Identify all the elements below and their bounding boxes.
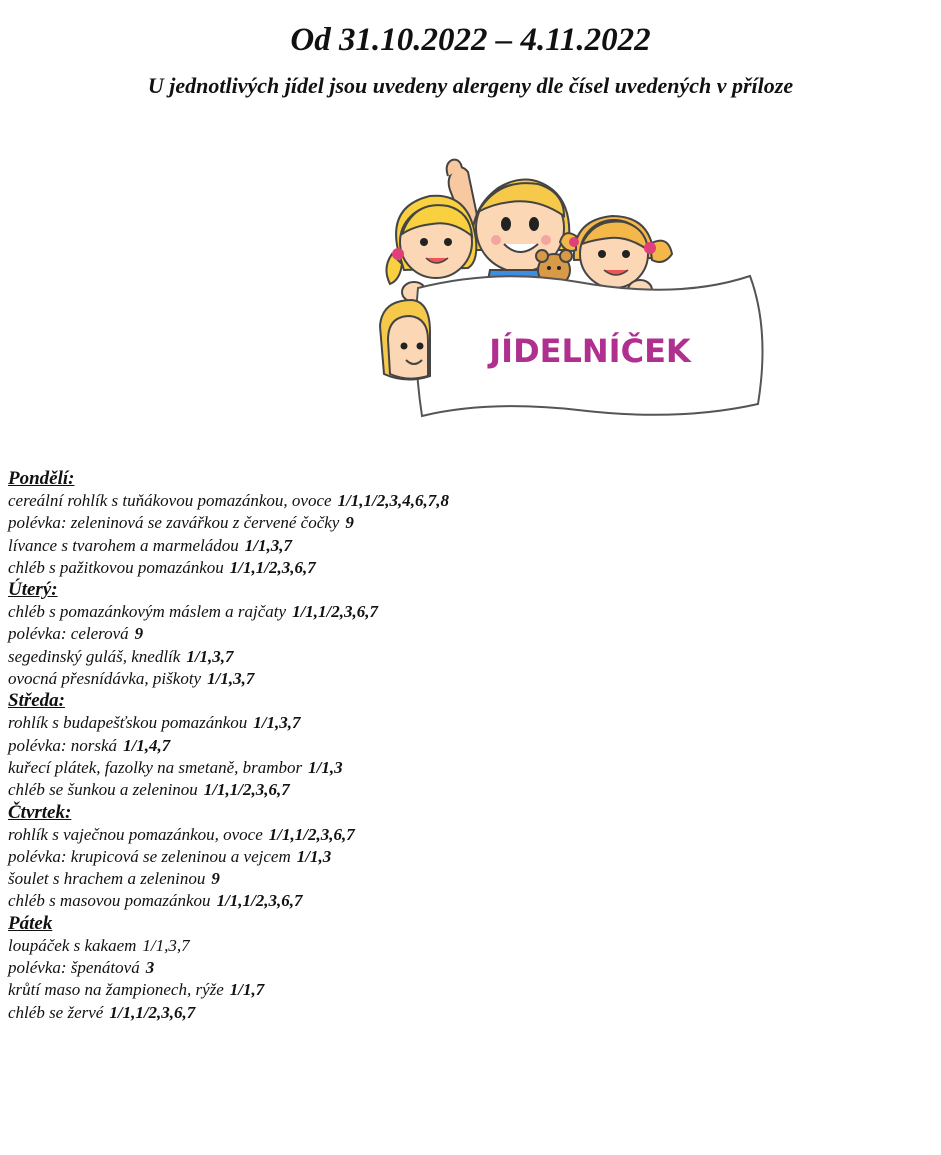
meal-item: [8, 490, 928, 512]
meal-item: [8, 557, 928, 579]
meal-allergens: 9: [134, 624, 144, 644]
meal-dish: polévka: celerová: [8, 624, 129, 644]
meal-item: [8, 712, 928, 734]
meal-dish: chléb s pomazánkovým máslem a rajčaty: [8, 602, 287, 622]
meal-item: [8, 868, 928, 890]
meal-item: [8, 512, 928, 534]
allergen-note-subtitle: U jednotlivých jídel jsou uvedeny alergeny dle čísel uvedených v příloze: [147, 73, 794, 98]
meal-dish: kuřecí plátek, fazolky na smetaně, brambor: [8, 757, 303, 777]
meal-dish: chléb s masovou pomazánkou: [8, 891, 211, 911]
meal-dish: rohlík s vaječnou pomazánkou, ovoce: [8, 824, 263, 844]
menu-date-range-title: Od 31.10.2022 – 4.11.2022: [290, 22, 651, 58]
day-heading: Úterý:: [8, 579, 58, 601]
meal-item: [8, 779, 928, 801]
meal-allergens: 1/1,4,7: [123, 735, 171, 755]
meal-item: [8, 535, 928, 557]
meal-dish: chléb s pažitkovou pomazánkou: [8, 557, 224, 577]
meal-allergens: 1/1,1/2,3,6,7: [292, 602, 379, 622]
meal-item: [8, 1002, 928, 1024]
meal-item: [8, 824, 928, 846]
meal-item: [8, 646, 928, 668]
day-heading: Čtvrtek:: [8, 801, 72, 823]
girl-right-character-icon: [560, 216, 672, 288]
meal-item: [8, 668, 928, 690]
meal-item: [8, 757, 928, 779]
meal-item: [8, 979, 928, 1001]
meal-allergens: 1/1,3: [308, 757, 343, 777]
meal-item: [8, 957, 928, 979]
meal-allergens: 1/1,1/2,3,6,7: [203, 780, 290, 800]
meal-item: [8, 935, 928, 957]
meal-item: [8, 735, 928, 757]
meal-item: [8, 601, 928, 623]
meal-allergens: 1/1,3,7: [244, 535, 292, 555]
meal-dish: krůtí maso na žampionech, rýže: [8, 980, 224, 1000]
day-heading: Pátek: [8, 912, 53, 934]
meal-allergens: 9: [211, 869, 220, 889]
meal-allergens: 1/1,1/2,3,6,7: [229, 557, 316, 577]
girl-left-character-icon: [386, 196, 476, 284]
jidelnicek-label: JÍDELNÍČEK: [489, 332, 691, 370]
meal-allergens: 1/1,3,7: [207, 669, 255, 689]
meal-dish: polévka: krupicová se zeleninou a vejcem: [8, 846, 291, 866]
meal-allergens: 1/1,1/2,3,6,7: [268, 824, 355, 844]
meal-item: [8, 846, 928, 868]
meal-allergens: 9: [345, 513, 354, 533]
day-heading: Pondělí:: [8, 468, 75, 489]
meal-dish: segedinský guláš, knedlík: [8, 646, 181, 666]
meal-dish: polévka: zeleninová se zavářkou z červené čočky: [8, 513, 340, 533]
meal-item: [8, 623, 928, 645]
meal-allergens: 1/1,3: [296, 846, 332, 866]
day-heading: Středa:: [8, 690, 65, 712]
meal-dish: loupáček s kakaem: [8, 935, 137, 955]
meal-allergens: 1/1,1/2,3,6,7: [109, 1002, 196, 1022]
meal-dish: polévka: norská: [8, 735, 118, 755]
meal-allergens: 1/1,3,7: [142, 935, 190, 955]
meal-dish: ovocná přesnídávka, piškoty: [8, 669, 202, 689]
meal-dish: rohlík s budapešťskou pomazánkou: [8, 713, 248, 733]
meal-allergens: 1/1,7: [229, 980, 265, 1000]
jidelnicek-logo-illustration: [378, 150, 768, 440]
meal-allergens: 1/1,3,7: [253, 713, 301, 733]
peeking-child-icon: [380, 300, 430, 380]
meal-allergens: 1/1,1/2,3,4,6,7,8: [337, 491, 450, 510]
meal-allergens: 1/1,1/2,3,6,7: [216, 891, 303, 911]
meal-dish: chléb se žervé: [8, 1002, 104, 1022]
meal-dish: cereální rohlík s tuňákovou pomazánkou, ovoce: [8, 491, 332, 510]
meal-dish: lívance s tvarohem a marmeládou: [8, 535, 239, 555]
meal-dish: šoulet s hrachem a zeleninou: [8, 869, 206, 889]
meal-item: [8, 890, 928, 912]
meal-allergens: 1/1,3,7: [186, 646, 234, 666]
meal-allergens: 3: [145, 958, 155, 978]
meal-dish: chléb se šunkou a zeleninou: [8, 780, 198, 800]
weekly-menu: [8, 468, 928, 1024]
meal-dish: polévka: špenátová: [8, 958, 140, 978]
